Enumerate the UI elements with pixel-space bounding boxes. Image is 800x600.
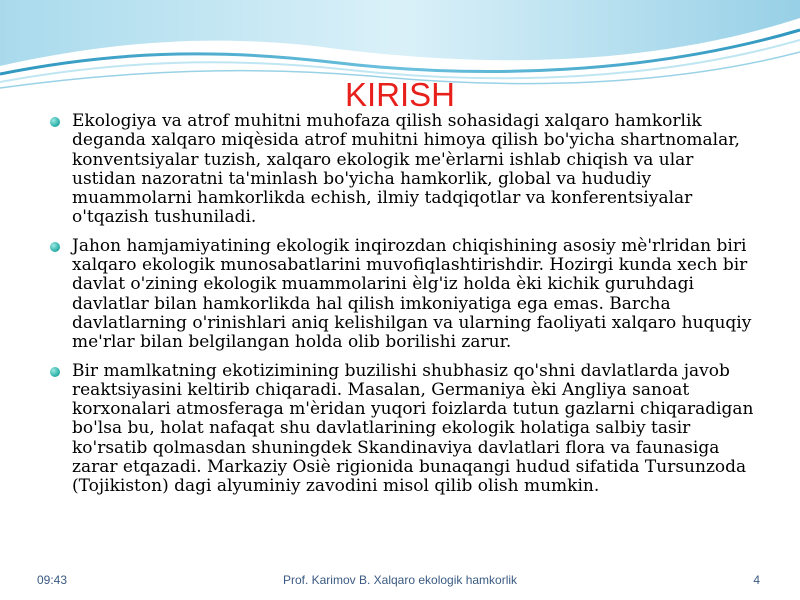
- slide-number: 4: [753, 573, 760, 587]
- bullet-text: Bir mamlkatning ekotizimining buzilishi shubhasiz qo'shni davlatlarda javob reaktsiyasini keltirib chiqaradi. Masalan, Germaniya èki Angliya sanoat korxonalari atmosferaga m'èridan yuqori foizlarda tutun gazlarni chiqaradigan bo'lsa bu, holat nafaqat shu davlatlarining ekologik holatiga salbiy tasir ko'rsatib qolmasdan shuningdek Skandinaviya davlatlari flora va faunasiga zarar etqazadi. Markaziy Osiè rigionida bunaqangi hudud sifatida Tursunzoda (Tojikiston) dagi alyuminiy zavodini misol qilib olish mumkin.: [72, 360, 754, 497]
- bullet-dot-icon: [50, 367, 60, 377]
- footer-title: Prof. Karimov B. Xalqaro ekologik hamkorlik: [282, 573, 518, 587]
- bullet-text: Ekologiya va atrof muhitni muhofaza qilish sohasidagi xalqaro hamkorlik deganda xalqaro miqèsida atrof muhitni himoya qilish bo'yicha shartnomalar, konventsiyalar tuzish, xalqaro ekologik me'èrlarni ishlab chiqish va ular ustidan nazoratni ta'minlash bo'yicha hamkorlik, global va hududiy muammolarni hamkorlikda echish, ilmiy tadqiqotlar va konferentsiyalar o'tqazish tushuniladi.: [72, 111, 740, 228]
- bullet-text: Jahon hamjamiyatining ekologik inqirozdan chiqishining asosiy mè'rlridan biri xalqaro ekologik munosabatlarini muvofiqlashtirishdir. Hozirgi kunda xech bir davlat o'zining ekologik muammolarini èlg'iz holda èki kichik guruhdagi davlatlar bilan hamkorlikda hal qilish imkoniyatiga ega emas. Barcha davlatlarning o'rinishlari aniq kelishilgan va ularning faoliyati xalqaro huquqiy me'rlar bilan belgilangan holda olib borilishi zarur.: [72, 235, 752, 353]
- bullet-item: [48, 362, 760, 497]
- slide-title: KIRISH: [344, 76, 456, 113]
- bullet-dot-icon: [50, 242, 60, 252]
- bullet-dot-icon: [50, 117, 60, 127]
- footer-time: 09:43: [37, 573, 68, 587]
- bullet-item: [48, 237, 760, 353]
- bullet-item: [48, 112, 760, 228]
- bullet-list: [48, 112, 760, 506]
